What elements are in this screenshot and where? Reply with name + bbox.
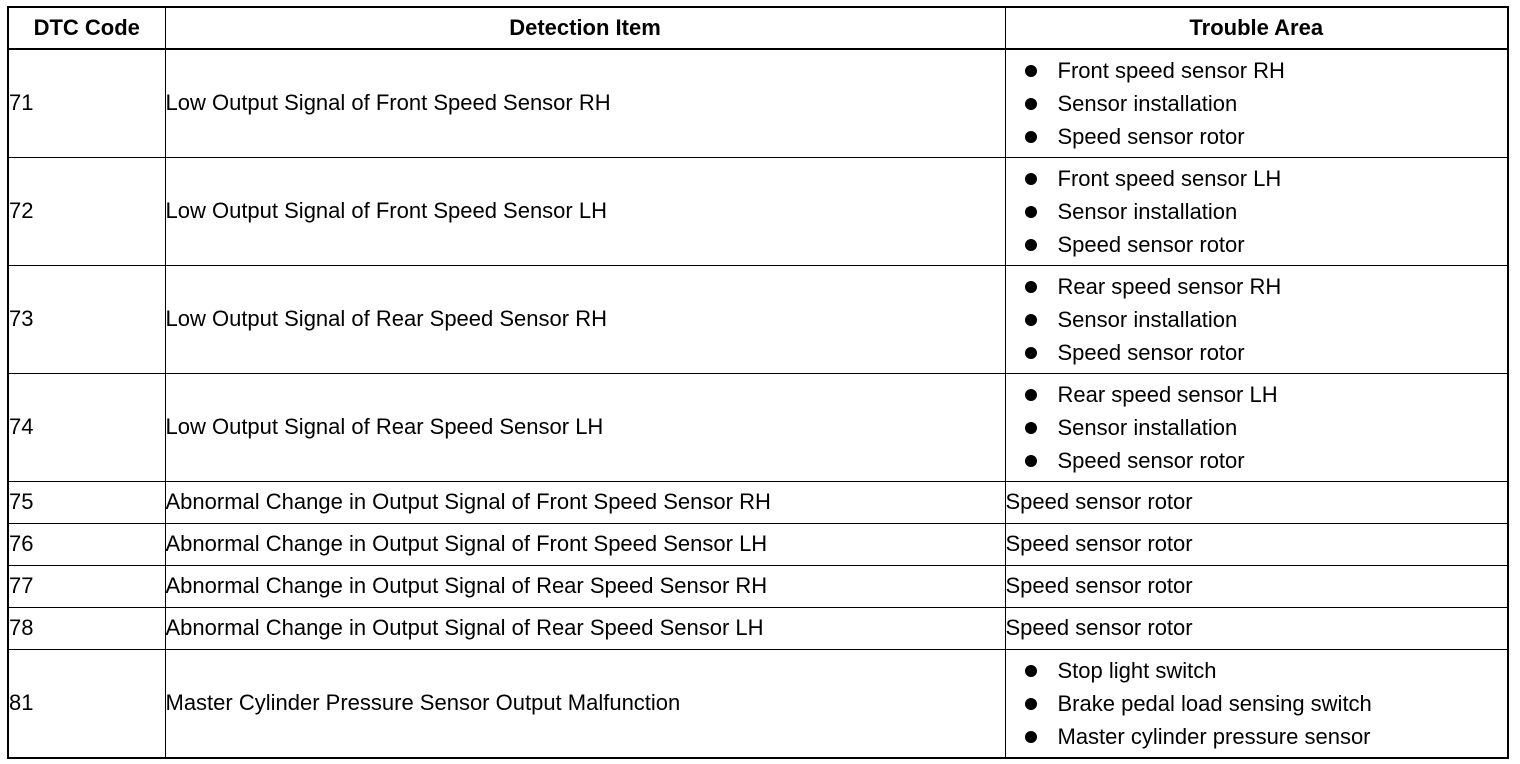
table-row (8, 565, 1508, 607)
trouble-area-list-item: Speed sensor rotor (1025, 228, 1508, 261)
trouble-area-cell (1005, 157, 1508, 265)
trouble-area-cell: Speed sensor rotor (1005, 523, 1508, 565)
dtc-code-cell: 73 (8, 265, 165, 373)
detection-item-cell: Abnormal Change in Output Signal of Rear Speed Sensor LH (165, 607, 1005, 649)
trouble-area-list-item: Front speed sensor RH (1025, 54, 1508, 87)
trouble-area-list-item: Master cylinder pressure sensor (1025, 720, 1508, 753)
dtc-code-cell: 71 (8, 49, 165, 157)
table-row (8, 373, 1508, 481)
dtc-code-cell: 78 (8, 607, 165, 649)
detection-item-cell: Low Output Signal of Front Speed Sensor RH (165, 49, 1005, 157)
table-row (8, 649, 1508, 758)
trouble-area-list-item: Sensor installation (1025, 87, 1508, 120)
detection-item-cell: Master Cylinder Pressure Sensor Output Malfunction (165, 649, 1005, 758)
trouble-area-list (1006, 162, 1508, 261)
trouble-area-list (1006, 54, 1508, 153)
trouble-area-list-item: Speed sensor rotor (1025, 120, 1508, 153)
dtc-code-cell: 77 (8, 565, 165, 607)
trouble-area-list-item: Sensor installation (1025, 195, 1508, 228)
table-row (8, 523, 1508, 565)
dtc-code-cell: 81 (8, 649, 165, 758)
trouble-area-cell: Speed sensor rotor (1005, 607, 1508, 649)
detection-item-cell: Low Output Signal of Rear Speed Sensor LH (165, 373, 1005, 481)
trouble-area-list-item: Rear speed sensor LH (1025, 378, 1508, 411)
trouble-area-list-item: Front speed sensor LH (1025, 162, 1508, 195)
dtc-code-cell: 75 (8, 481, 165, 523)
header-dtc-code: DTC Code (8, 7, 165, 49)
trouble-area-cell (1005, 373, 1508, 481)
header-trouble-area: Trouble Area (1005, 7, 1508, 49)
trouble-area-cell: Speed sensor rotor (1005, 481, 1508, 523)
dtc-table (7, 6, 1509, 759)
trouble-area-list (1006, 270, 1508, 369)
trouble-area-list-item: Sensor installation (1025, 411, 1508, 444)
trouble-area-list-item: Speed sensor rotor (1025, 336, 1508, 369)
table-body (8, 49, 1508, 758)
trouble-area-cell (1005, 265, 1508, 373)
table-row (8, 157, 1508, 265)
trouble-area-cell (1005, 49, 1508, 157)
trouble-area-list-item: Speed sensor rotor (1025, 444, 1508, 477)
detection-item-cell: Low Output Signal of Rear Speed Sensor RH (165, 265, 1005, 373)
detection-item-cell: Abnormal Change in Output Signal of Front Speed Sensor RH (165, 481, 1005, 523)
trouble-area-list-item: Stop light switch (1025, 654, 1508, 687)
trouble-area-cell (1005, 649, 1508, 758)
dtc-code-cell: 72 (8, 157, 165, 265)
trouble-area-cell: Speed sensor rotor (1005, 565, 1508, 607)
table-row (8, 481, 1508, 523)
header-detection-item: Detection Item (165, 7, 1005, 49)
trouble-area-list (1006, 654, 1508, 753)
dtc-code-cell: 76 (8, 523, 165, 565)
table-header-row (8, 7, 1508, 49)
trouble-area-list-item: Sensor installation (1025, 303, 1508, 336)
table-row (8, 49, 1508, 157)
table-row (8, 607, 1508, 649)
table-row (8, 265, 1508, 373)
trouble-area-list-item: Rear speed sensor RH (1025, 270, 1508, 303)
detection-item-cell: Abnormal Change in Output Signal of Rear Speed Sensor RH (165, 565, 1005, 607)
detection-item-cell: Abnormal Change in Output Signal of Front Speed Sensor LH (165, 523, 1005, 565)
dtc-code-cell: 74 (8, 373, 165, 481)
detection-item-cell: Low Output Signal of Front Speed Sensor LH (165, 157, 1005, 265)
trouble-area-list-item: Brake pedal load sensing switch (1025, 687, 1508, 720)
trouble-area-list (1006, 378, 1508, 477)
